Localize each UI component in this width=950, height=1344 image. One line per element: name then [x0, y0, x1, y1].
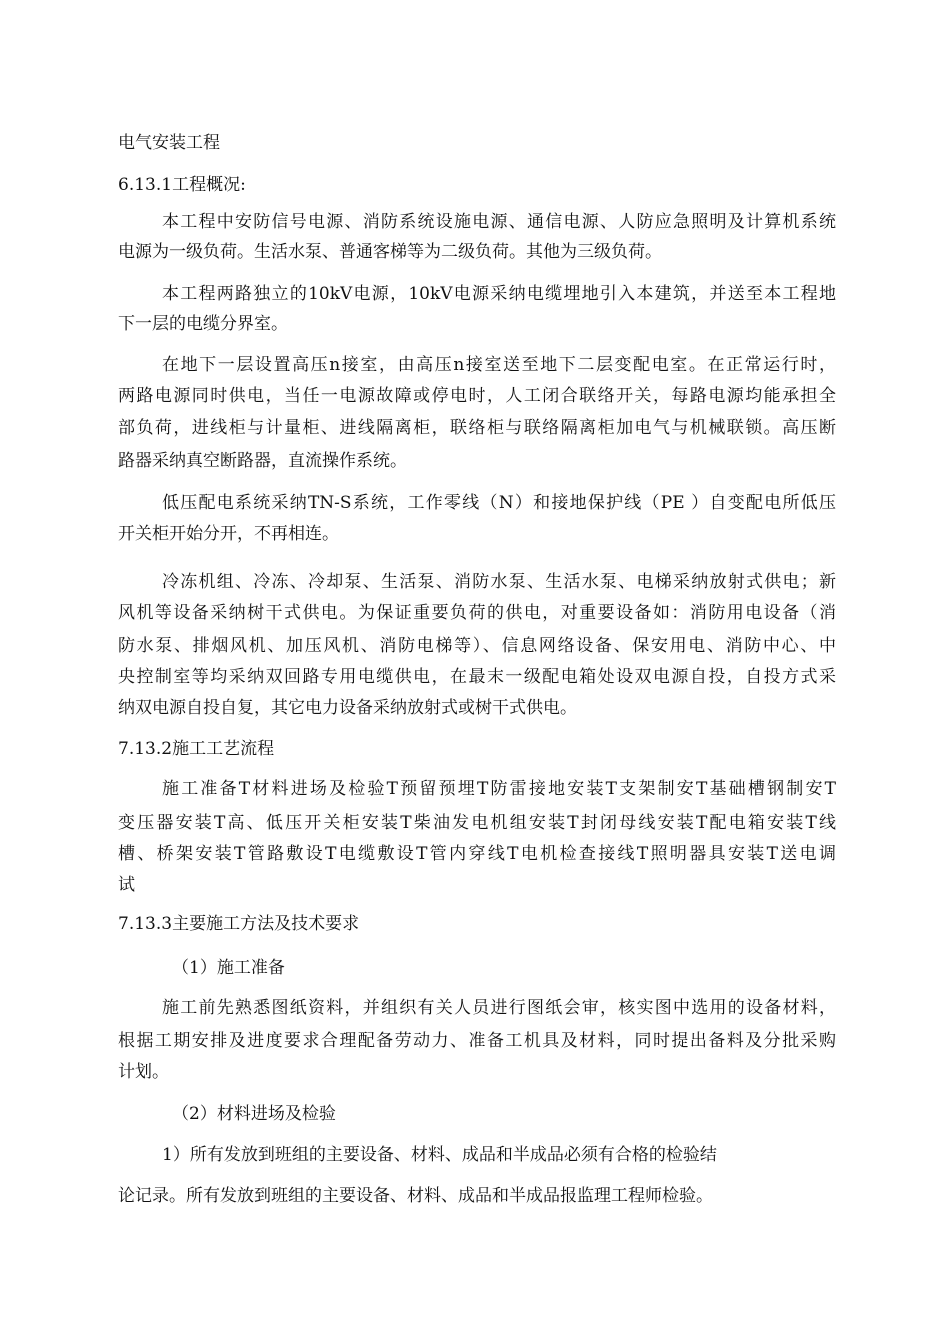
section-heading-7-13-3: 7.13.3主要施工方法及技术要求: [118, 914, 360, 934]
paragraph-line: 槽、桥架安装T管路敷设T电缆敷设T管内穿线T电机检查接线T照明器具安装T送电调: [118, 844, 836, 864]
paragraph-line: 风机等设备采纳树干式供电。为保证重要负荷的供电，对重要设备如：消防用电设备（消: [118, 603, 836, 623]
paragraph-line: 本工程中安防信号电源、消防系统设施电源、通信电源、人防应急照明及计算机系统: [162, 212, 836, 232]
paragraph-line: 下一层的电缆分界室。: [118, 314, 288, 334]
paragraph-line: 施工前先熟悉图纸资料，并组织有关人员进行图纸会审，核实图中选用的设备材料，: [162, 998, 836, 1018]
paragraph-line: 两路电源同时供电，当任一电源故障或停电时，人工闭合联络开关，每路电源均能承担全: [118, 386, 836, 406]
paragraph-line: 根据工期安排及进度要求合理配备劳动力、准备工机具及材料，同时提出备料及分批采购: [118, 1031, 836, 1051]
paragraph-line: 试: [118, 875, 135, 895]
paragraph-line: 冷冻机组、冷冻、冷却泵、生活泵、消防水泵、生活水泵、电梯采纳放射式供电；新: [162, 572, 836, 592]
paragraph-line: 开关柜开始分开，不再相连。: [118, 524, 339, 544]
paragraph-line: 论记录。所有发放到班组的主要设备、材料、成品和半成品报监理工程师检验。: [118, 1186, 713, 1206]
paragraph-line: 央控制室等均采纳双回路专用电缆供电，在最末一级配电箱处设双电源自投，自投方式采: [118, 667, 836, 687]
paragraph-line: 1）所有发放到班组的主要设备、材料、成品和半成品必须有合格的检验结: [162, 1145, 717, 1165]
paragraph-line: 纳双电源自投自复，其它电力设备采纳放射式或树干式供电。: [118, 698, 577, 718]
paragraph-line: 计划。: [118, 1062, 169, 1082]
paragraph-line: 变压器安装T高、低压开关柜安装T柴油发电机组安装T封闭母线安装T配电箱安装T线: [118, 813, 836, 833]
subsection-heading-1: （1）施工准备: [172, 958, 285, 978]
paragraph-line: 在地下一层设置高压n接室，由高压n接室送至地下二层变配电室。在正常运行时，: [162, 355, 836, 375]
paragraph-line: 部负荷，进线柜与计量柜、进线隔离柜，联络柜与联络隔离柜加电气与机械联锁。高压断: [118, 418, 836, 438]
section-heading-7-13-2: 7.13.2施工工艺流程: [118, 739, 275, 759]
paragraph-line: 施工准备T材料进场及检验T预留预埋T防雷接地安装T支架制安T基础槽钢制安T: [162, 779, 836, 799]
document-title: 电气安装工程: [118, 133, 220, 153]
paragraph-line: 本工程两路独立的10kV电源，10kV电源采纳电缆埋地引入本建筑，并送至本工程地: [162, 284, 836, 304]
paragraph-line: 防水泵、排烟风机、加压风机、消防电梯等）、信息网络设备、保安用电、消防中心、中: [118, 636, 836, 656]
section-heading-6-13-1: 6.13.1工程概况:: [118, 175, 246, 195]
paragraph-line: 电源为一级负荷。生活水泵、普通客梯等为二级负荷。其他为三级负荷。: [118, 242, 662, 262]
subsection-heading-2: （2）材料进场及检验: [172, 1104, 336, 1124]
paragraph-line: 低压配电系统采纳TN-S系统，工作零线（N）和接地保护线（PE ）自变配电所低压: [162, 493, 836, 513]
paragraph-line: 路器采纳真空断路器，直流操作系统。: [118, 451, 407, 471]
